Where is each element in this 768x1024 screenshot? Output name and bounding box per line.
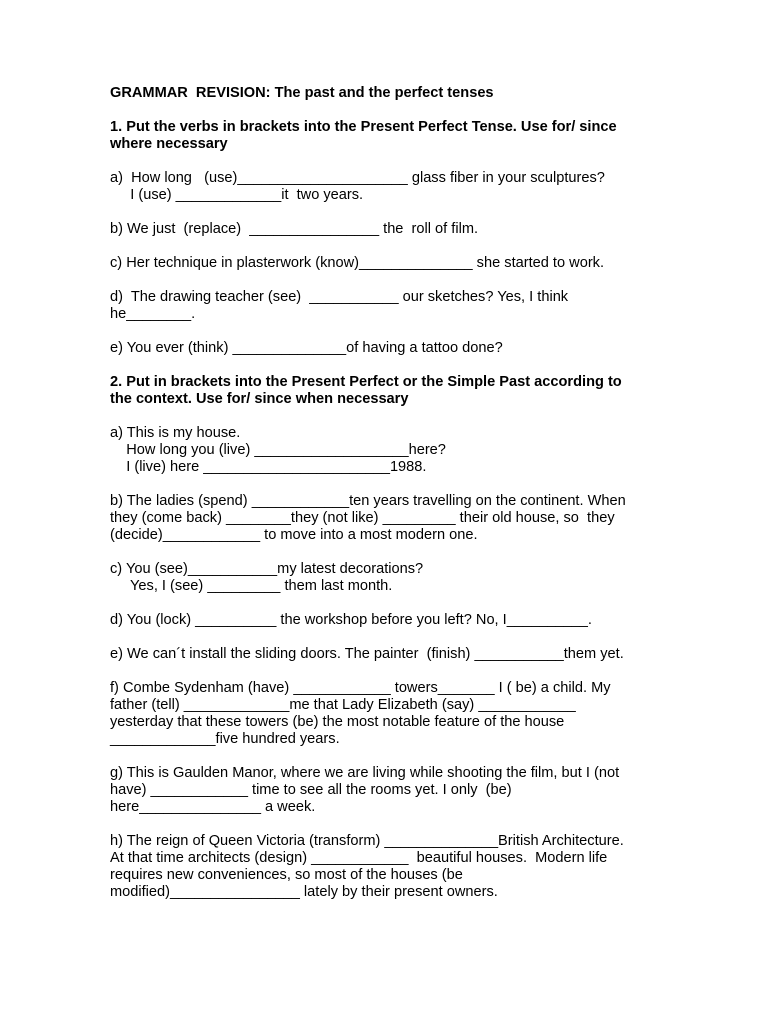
section-1-heading: 1. Put the verbs in brackets into the Present Perfect Tense. Use for/ since where necessary: [110, 119, 617, 152]
section-2-heading: 2. Put in brackets into the Present Perfect or the Simple Past according to the context. Use for/ since when necessary: [110, 374, 622, 407]
section-2-item-a: a) This is my house. How long you (live) ___________________here? I (live) here _______________________1988.: [110, 425, 446, 475]
section-1-item-b: b) We just (replace) ________________ the roll of film.: [110, 221, 479, 237]
worksheet-page: [110, 85, 670, 901]
section-2-item-e: e) We can´t install the sliding doors. The painter (finish) ___________them yet.: [110, 646, 624, 662]
page-title: GRAMMAR REVISION: The past and the perfect tenses: [110, 85, 494, 101]
section-1-item-a: a) How long (use)_____________________ glass fiber in your sculptures? I (use) _____________it two years.: [110, 170, 605, 203]
section-1-item-e: e) You ever (think) ______________of having a tattoo done?: [110, 340, 503, 356]
section-1-item-d: d) The drawing teacher (see) ___________ our sketches? Yes, I think he________.: [110, 289, 569, 322]
section-2-item-g: g) This is Gaulden Manor, where we are living while shooting the film, but I (not have) ____________ time to see all the rooms yet. I only (be) here_______________ a week.: [110, 765, 620, 815]
section-2-item-f: f) Combe Sydenham (have) ____________ towers_______ I ( be) a child. My father (tell) _____________me that Lady Elizabeth (say) ____________ yesterday that these towers (be) the most notable feature of the house _____________five hundred years.: [110, 680, 611, 747]
section-2-item-h: h) The reign of Queen Victoria (transform) ______________British Architecture. At that time architects (design) ____________ beautiful houses. Modern life requires new conveniences, so most of the houses (be modified)________________ lately by their present owners.: [110, 833, 624, 900]
section-1-item-c: c) Her technique in plasterwork (know)______________ she started to work.: [110, 255, 605, 271]
section-2-item-d: d) You (lock) __________ the workshop before you left? No, I__________.: [110, 612, 592, 628]
section-2-item-b: b) The ladies (spend) ____________ten years travelling on the continent. When they (come back) ________they (not like) _________ their old house, so they (decide)____________ to move into a most modern one.: [110, 493, 626, 543]
section-2-item-c: c) You (see)___________my latest decorations? Yes, I (see) _________ them last month.: [110, 561, 424, 594]
